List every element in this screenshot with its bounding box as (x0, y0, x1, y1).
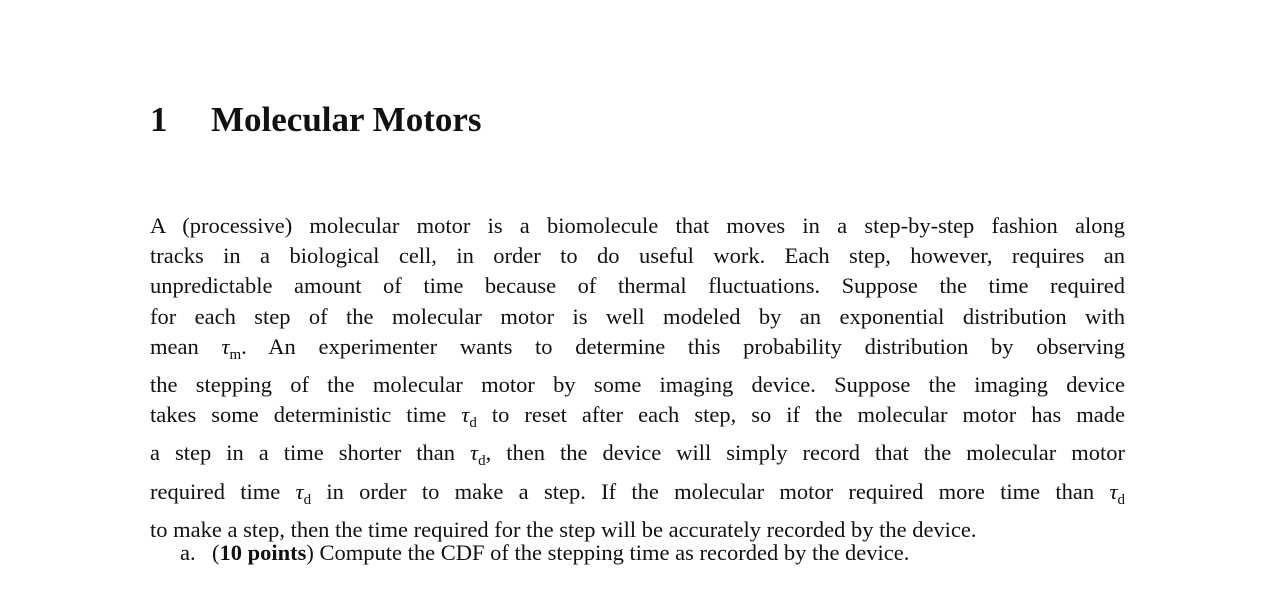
tau-glyph: τ (461, 402, 470, 428)
paragraph-line (150, 438, 1125, 476)
tau-glyph: τ (221, 333, 230, 359)
subscript-d: d (303, 491, 312, 508)
subscript-d: d (1117, 491, 1125, 508)
line-text: . An experimenter wants to determine this probability distribution by observing (241, 333, 1125, 359)
line-text: takes some deterministic time (150, 402, 462, 428)
tau-d-symbol (461, 402, 477, 432)
question-text: Compute the CDF of the stepping time as recorded by the device. (313, 540, 910, 565)
paragraph-line (150, 332, 1125, 370)
tau-glyph: τ (295, 478, 304, 504)
paragraph-line: for each step of the molecular motor is well modeled by an exponential distribution with (150, 303, 1125, 329)
paragraph-line: tracks in a biological cell, in order to do useful work. Each step, however, requires an (150, 243, 1125, 269)
section-title: Molecular Motors (211, 100, 482, 139)
close-paren: ) (306, 540, 314, 565)
line-text: a step in a time shorter than (150, 440, 471, 466)
paragraph-line: to make a step, then the time required for the step will be accurately recorded by the device. (150, 516, 977, 542)
line-text: , then the device will simply record that the molecular motor (485, 440, 1125, 466)
paragraph-line: unpredictable amount of time because of thermal fluctuations. Suppose the time required (150, 273, 1125, 299)
line-text: required time (150, 478, 296, 504)
paragraph-line: A (processive) molecular motor is a biomolecule that moves in a step-by-step fashion along (150, 213, 1125, 238)
tau-d-symbol (1109, 478, 1125, 508)
tau-glyph: τ (1109, 478, 1118, 504)
subscript-d: d (478, 453, 486, 470)
line-text: to reset after each step, so if the molecular motor has made (476, 402, 1125, 428)
line-text: mean (150, 333, 222, 359)
body-paragraph (150, 211, 1125, 545)
subscript-m: m (229, 346, 242, 363)
subscript-d: d (469, 415, 477, 432)
tau-m-symbol (221, 333, 242, 363)
paragraph-line (150, 400, 1125, 438)
tau-d-symbol (470, 440, 486, 470)
section-heading (150, 100, 482, 140)
tau-glyph: τ (470, 440, 479, 466)
line-text: in order to make a step. If the molecular motor required more time than (311, 478, 1110, 504)
paragraph-line: the stepping of the molecular motor by some imaging device. Suppose the imaging device (150, 372, 1125, 398)
section-number: 1 (150, 100, 168, 139)
tau-d-symbol (295, 478, 312, 508)
question-points: 10 points (219, 540, 307, 565)
question-item-a (180, 538, 1125, 568)
open-paren: ( (212, 540, 220, 565)
question-marker: a. (180, 540, 196, 565)
paragraph-line (150, 477, 1125, 515)
